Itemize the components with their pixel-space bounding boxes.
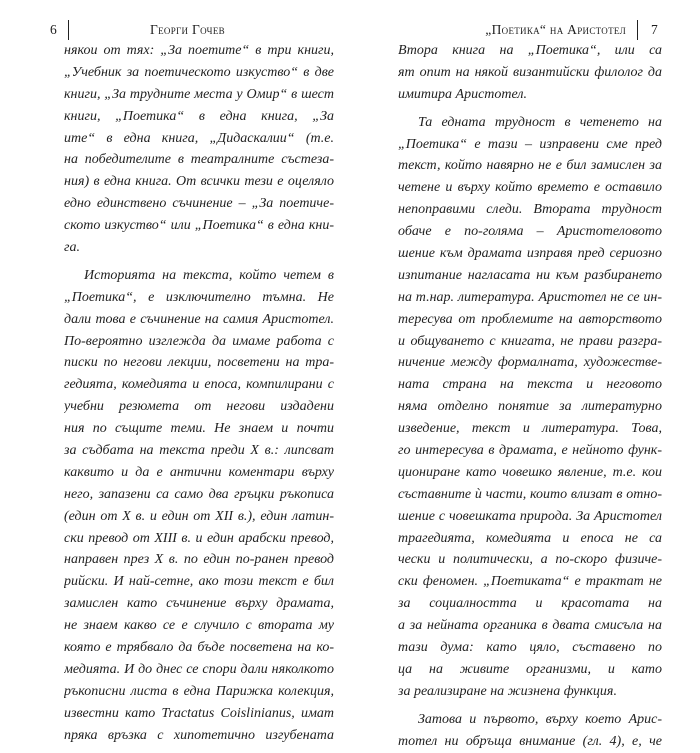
text-line: ца на живите организми, и като bbox=[398, 661, 662, 677]
text-line: замислен като съчинение върху драмата, bbox=[64, 596, 334, 612]
text-line: някои от тях: „За поетите“ в три книги, bbox=[64, 43, 334, 58]
text-line: а за нейната органика в двата смисъла на bbox=[398, 618, 662, 634]
text-line: писки по негови лекции, посветени на тра- bbox=[64, 355, 334, 371]
text-line: рийски. И най-сетне, ако този текст е бил bbox=[64, 574, 334, 590]
text-line: едно единствено съчинение – „За поетиче- bbox=[64, 196, 334, 212]
text-line: за съдбата на текста преди X в.: липсват bbox=[64, 443, 334, 459]
text-line: четене и върху който времето е оставило bbox=[398, 180, 662, 196]
text-line: дали това е съчинение на самия Аристотел. bbox=[64, 311, 334, 327]
text-line: ръкописни листа в една Парижка колекция, bbox=[64, 683, 334, 699]
text-line: ят опит на някой византийски филолог да bbox=[398, 64, 662, 80]
text-line: ния по същите теми. Не знаем и почти bbox=[64, 421, 334, 437]
text-line: непоправими следи. Втората трудност bbox=[398, 202, 662, 218]
text-line: ничение между формалната, художестве- bbox=[398, 355, 662, 371]
text-line: за реализиране на жизнена функция. bbox=[398, 683, 617, 699]
text-line: за социалността и красотата на bbox=[398, 596, 662, 612]
text-line: медията. И до днес се спори дали няколкото bbox=[64, 661, 334, 677]
page-number-left: 6 bbox=[50, 22, 58, 37]
text-line: ния) в една книга. От всички тези е оцеляло bbox=[64, 174, 334, 190]
text-line: Втора книга на „Поетика“, или са bbox=[398, 43, 662, 58]
text-line: „Поетика“, е изключително тъмна. Не bbox=[64, 289, 334, 305]
text-line: тотел ни обръща внимание (гл. 4), е, че bbox=[398, 733, 662, 749]
text-line: ната страна на текста и неговото bbox=[398, 377, 662, 393]
text-line: чески и политически, а по-скоро физиче- bbox=[398, 552, 662, 568]
text-line: книги, „Поетика“ в една книга, „За bbox=[64, 108, 334, 124]
text-line: съставните ѝ части, които влизат в отно- bbox=[398, 486, 662, 502]
text-line: пряка връзка с хипотетично изгубената bbox=[64, 727, 334, 743]
text-line: изпитание нагласата ни към разбирането bbox=[398, 267, 662, 283]
text-line: ски феномен. „Поетиката“ е трактат не bbox=[398, 574, 662, 590]
left-page bbox=[0, 0, 350, 743]
text-line: на т.нар. литература. Аристотел не се ин- bbox=[398, 289, 662, 305]
title-header: „Поетика“ на Аристотел bbox=[485, 22, 626, 37]
text-line: (един от X в. и един от XII в.), един латин- bbox=[64, 508, 334, 524]
text-line: имитира Аристотел. bbox=[398, 86, 528, 102]
text-line: го интересува в драмата, е нейното функ- bbox=[398, 443, 662, 459]
text-line: не знаем какво се е случило с втората му bbox=[64, 618, 334, 634]
text-line: на победителите в театралните състеза- bbox=[64, 152, 334, 168]
text-line: каквито и да е антични коментари върху bbox=[64, 464, 334, 480]
text-line: известни като Tractatus Coislinianus, имат bbox=[64, 705, 334, 721]
text-line: трагедията, комедията и епоса не са bbox=[398, 530, 662, 546]
text-line: Та едната трудност в четенето на bbox=[418, 114, 662, 130]
text-line: текст, който навярно не е бил замислен за bbox=[398, 158, 662, 174]
right-page-body bbox=[398, 40, 662, 753]
page-number-right: 7 bbox=[650, 22, 658, 37]
text-line: която е трябвало да бъде посветена на ко- bbox=[64, 640, 334, 656]
text-line: обаче е по-голяма – Аристотеловото bbox=[398, 224, 662, 240]
text-line: шение с човешката природа. За Аристотел bbox=[398, 508, 662, 524]
text-line: ското изкуство“ или „Поетика“ в една кни- bbox=[64, 218, 334, 234]
left-page-body bbox=[64, 40, 334, 747]
text-line: направен през X в. по един по-ранен превод bbox=[64, 552, 334, 568]
text-line: „Поетика“ е тази – изправени сме пред bbox=[398, 136, 662, 152]
text-line: ски превод от XIII в. и един арабски превод, bbox=[64, 530, 334, 546]
text-line: ите“ в една книга, „Дидаскалии“ (т.е. bbox=[64, 130, 334, 146]
right-page bbox=[350, 0, 700, 749]
text-line: га. bbox=[64, 240, 80, 256]
text-line: и общуването с книгата, не прави разгра- bbox=[398, 333, 662, 349]
text-line: По-вероятно изглежда да имаме работа с bbox=[64, 333, 334, 349]
text-line: тази дума: като цяло, съставено по bbox=[398, 640, 662, 656]
text-line: „Учебник за поетическото изкуство“ в две bbox=[64, 64, 334, 80]
text-line: Затова и първото, върху което Арис- bbox=[418, 711, 662, 727]
text-line: него, запазени са само два гръцки ръкописа bbox=[64, 486, 334, 502]
text-line: циониране като човешко явление, т.е. кои bbox=[398, 464, 662, 480]
text-line: изведение, текст и литература. Това, bbox=[398, 421, 662, 437]
text-line: Историята на текста, който четем в bbox=[84, 267, 334, 283]
header-separator-right bbox=[637, 20, 638, 40]
text-line: шение към драмата изправя пред сериозно bbox=[398, 246, 662, 262]
text-line: учебни резюмета от негови издадени bbox=[64, 399, 334, 415]
author-header: Георги Гочев bbox=[150, 22, 225, 37]
text-line: гедията, комедията и епоса, компилирани с bbox=[64, 377, 334, 393]
text-line: тересува от проблемите на авторството bbox=[398, 311, 662, 327]
text-line: книги, „За трудните места у Омир“ в шест bbox=[64, 86, 334, 102]
header-separator-left bbox=[68, 20, 69, 40]
text-line: няма отделно понятие за литературно bbox=[398, 399, 662, 415]
